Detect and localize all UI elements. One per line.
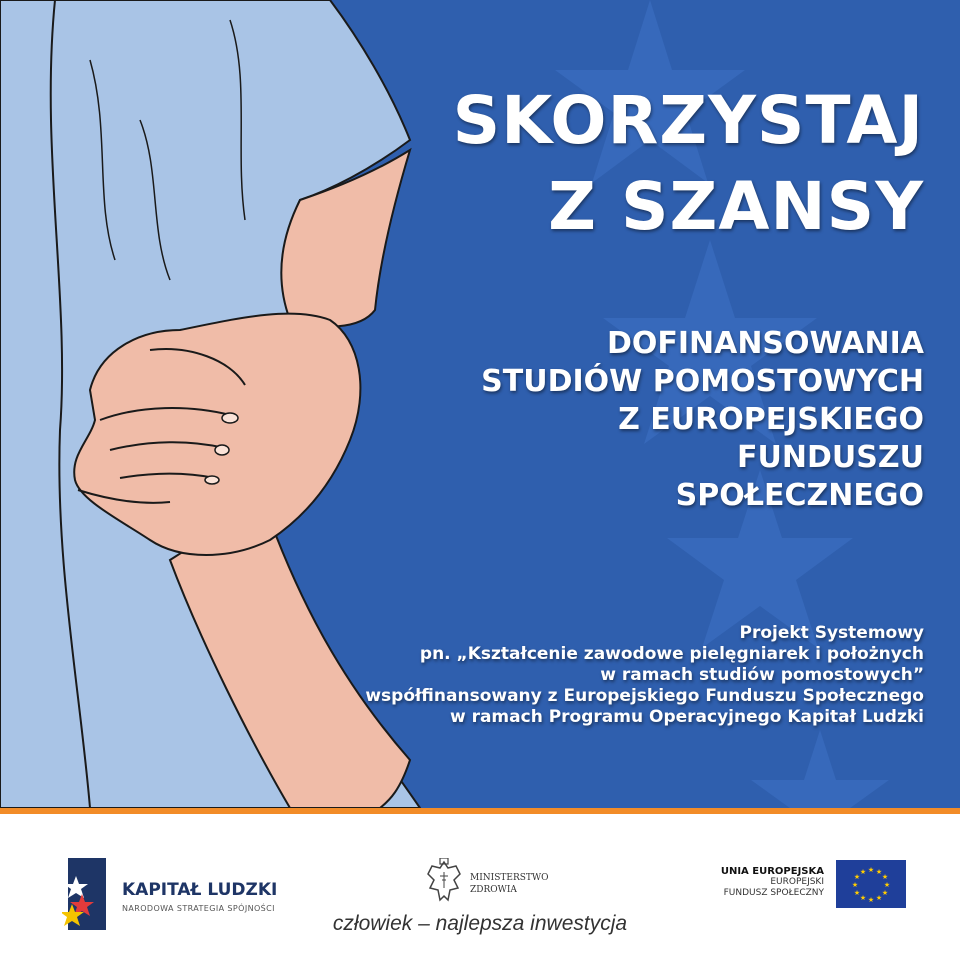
eu-text — [721, 866, 824, 899]
ministry-text — [470, 872, 549, 896]
clasped-hands — [74, 314, 360, 555]
svg-text:★: ★ — [859, 868, 867, 876]
project-description — [365, 623, 924, 728]
eu-line: FUNDUSZ SPOŁECZNY — [723, 888, 824, 898]
svg-text:★: ★ — [875, 868, 883, 876]
project-line: w ramach Programu Operacyjnego Kapitał Ludzki — [449, 707, 924, 727]
european-union-logo — [706, 858, 906, 918]
headline-line: Z SZANSY — [548, 168, 924, 245]
background-star — [751, 730, 889, 808]
kapital-ludzki-title: KAPITAŁ LUDZKI — [122, 880, 278, 900]
ministry-line: ZDROWIA — [470, 885, 517, 895]
headline — [453, 78, 924, 250]
ministry-line: MINISTERSTWO — [470, 873, 549, 883]
subheadline-line: Z EUROPEJSKIEGO — [618, 402, 924, 437]
ministry-of-health-logo — [424, 858, 584, 918]
eu-flag-icon — [836, 860, 906, 908]
svg-text:★: ★ — [867, 896, 875, 904]
fingernail — [215, 445, 229, 455]
polish-eagle-icon — [424, 858, 464, 904]
project-line: Projekt Systemowy — [739, 623, 924, 643]
project-line: w ramach studiów pomostowych” — [600, 665, 924, 685]
headline-line: SKORZYSTAJ — [452, 82, 924, 159]
subheadline — [481, 325, 924, 515]
svg-text:★: ★ — [867, 866, 875, 874]
slogan: człowiek – najlepsza inwestycja — [332, 912, 628, 935]
fingernail — [205, 476, 219, 484]
subheadline-line: STUDIÓW POMOSTOWYCH — [481, 364, 924, 399]
svg-text:★: ★ — [853, 889, 861, 897]
svg-text:★: ★ — [881, 889, 889, 897]
kapital-ludzki-subtitle: NARODOWA STRATEGIA SPÓJNOŚCI — [122, 904, 275, 913]
svg-text:★: ★ — [883, 881, 891, 889]
subheadline-line: FUNDUSZU — [737, 440, 924, 475]
footer-logos — [0, 814, 960, 960]
eu-line: UNIA EUROPEJSKA — [720, 866, 824, 877]
subheadline-line: DOFINANSOWANIA — [606, 326, 924, 361]
project-line: pn. „Kształcenie zawodowe pielęgniarek i położnych — [419, 644, 924, 664]
svg-text:★: ★ — [853, 873, 861, 881]
svg-text:★: ★ — [881, 873, 889, 881]
eu-line: EUROPEJSKI — [770, 877, 824, 887]
svg-text:★: ★ — [851, 881, 859, 889]
fingernail — [222, 413, 238, 423]
subheadline-line: SPOŁECZNEGO — [675, 478, 924, 513]
svg-text:★: ★ — [875, 894, 883, 902]
project-line: współfinansowany z Europejskiego Funduszu Społecznego — [365, 686, 924, 706]
svg-text:★: ★ — [859, 894, 867, 902]
